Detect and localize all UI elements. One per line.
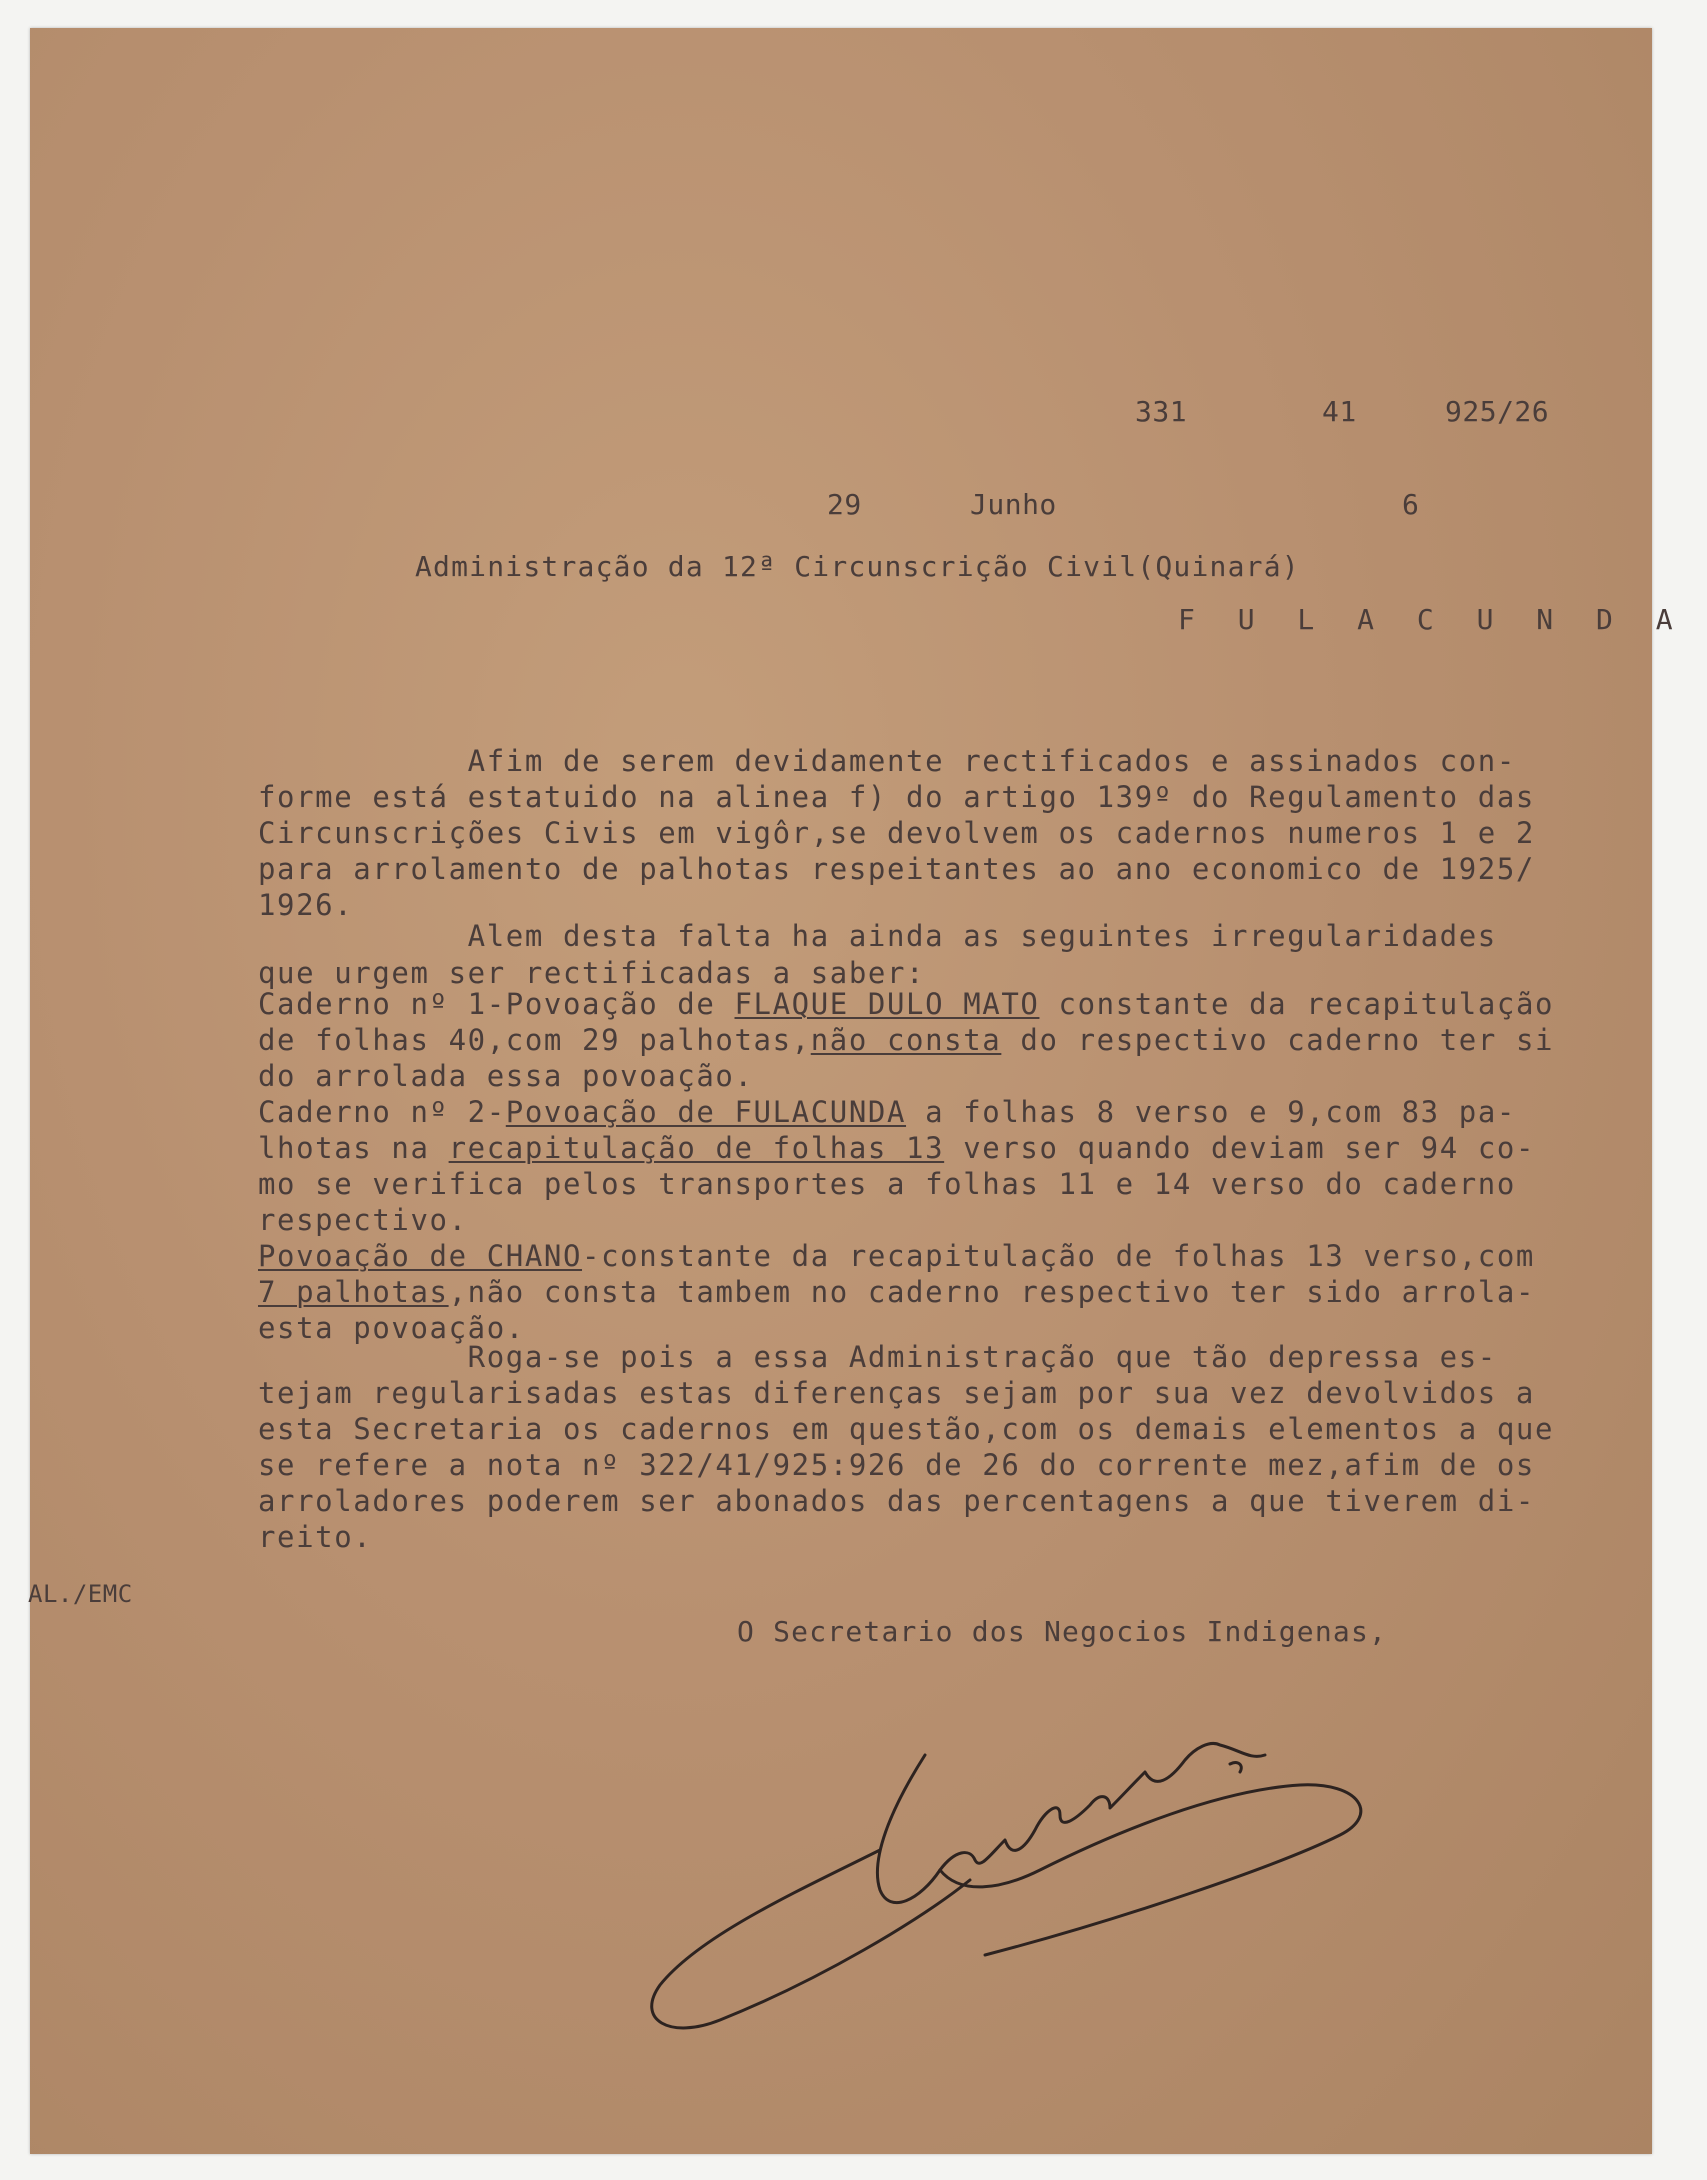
caderno-1-line: [258, 1023, 1555, 1057]
body-line: Circunscrições Civis em vigôr,se devolvem os cadernos numeros 1 e 2: [258, 816, 1535, 850]
chano-line: [258, 1239, 1535, 1273]
body-line: Alem desta falta ha ainda as seguintes irregularidades: [258, 919, 1497, 953]
body-line: Afim de serem devidamente rectificados e assinados con-: [258, 744, 1516, 778]
text-span: de folhas 40,com 29 palhotas,: [258, 1023, 811, 1057]
caderno-2-suffix: a folhas 8 verso e 9,com 83 pa-: [906, 1095, 1516, 1129]
text-span: verso quando deviam ser 94 co-: [944, 1131, 1535, 1165]
settlement-name: Povoação de CHANO: [258, 1239, 583, 1273]
date-day: 29: [827, 488, 862, 521]
caderno-2-line: respectivo.: [258, 1203, 468, 1237]
body-line: Roga-se pois a essa Administração que tão depressa es-: [258, 1340, 1497, 1374]
typist-initials: AL./EMC: [28, 1580, 133, 1608]
date-month: Junho: [970, 488, 1057, 521]
body-line: que urgem ser rectificadas a saber:: [258, 956, 926, 990]
date-item-number: 6: [1402, 488, 1420, 521]
addressee-line: Administração da 12ª Circunscrição Civil(Quinará): [415, 550, 1300, 583]
body-line: tejam regularisadas estas diferenças sejam por sua vez devolvidos a: [258, 1376, 1535, 1410]
text-span: ,não consta tambem no caderno respectivo ter sido arrola-: [448, 1275, 1535, 1309]
chano-line: [258, 1275, 1535, 1309]
caderno-1-prefix: Caderno nº 1-Povoação de: [258, 987, 735, 1021]
body-line: 1926.: [258, 888, 354, 922]
caderno-1-line: do arrolada essa povoação.: [258, 1059, 754, 1093]
settlement-name: FLAQUE DULO MATO: [734, 987, 1040, 1021]
body-line: arroladores poderem ser abonados das percentagens a que tiverem di-: [258, 1484, 1535, 1518]
settlement-name: Povoação de FULACUNDA: [505, 1095, 907, 1129]
body-line: para arrolamento de palhotas respeitantes ao ano economico de 1925/: [258, 852, 1535, 886]
underlined-text: não consta: [810, 1023, 1002, 1057]
handwritten-signature: [640, 1720, 1400, 2050]
text-span: do respectivo caderno ter si: [1001, 1023, 1555, 1057]
chano-line: esta povoação.: [258, 1311, 525, 1345]
text-span: -constante da recapitulação de folhas 13 verso,com: [582, 1239, 1535, 1273]
body-line: esta Secretaria os cadernos em questão,com os demais elementos a que: [258, 1412, 1555, 1446]
body-line: forme está estatuido na alinea f) do artigo 139º do Regulamento das: [258, 780, 1535, 814]
body-line: reito.: [258, 1520, 373, 1554]
underlined-text: 7 palhotas: [258, 1275, 449, 1309]
reference-number-2: 41: [1322, 395, 1357, 428]
caderno-1-suffix: constante da recapitulação: [1039, 987, 1555, 1021]
caderno-2-prefix: Caderno nº 2-: [258, 1095, 506, 1129]
caderno-2-line: [258, 1131, 1535, 1165]
addressee-town: F U L A C U N D A: [1178, 603, 1686, 636]
reference-number-3: 925/26: [1445, 395, 1550, 428]
body-line: se refere a nota nº 322/41/925:926 de 26 do corrente mez,afim de os: [258, 1448, 1535, 1482]
reference-number-1: 331: [1135, 395, 1188, 428]
underlined-text: recapitulação de folhas 13: [448, 1131, 945, 1165]
closing-title: O Secretario dos Negocios Indigenas,: [737, 1615, 1388, 1648]
caderno-2-line: [258, 1095, 1516, 1129]
caderno-2-line: mo se verifica pelos transportes a folhas 11 e 14 verso do caderno: [258, 1167, 1516, 1201]
text-span: lhotas na: [258, 1131, 449, 1165]
caderno-1-line: [258, 987, 1555, 1021]
